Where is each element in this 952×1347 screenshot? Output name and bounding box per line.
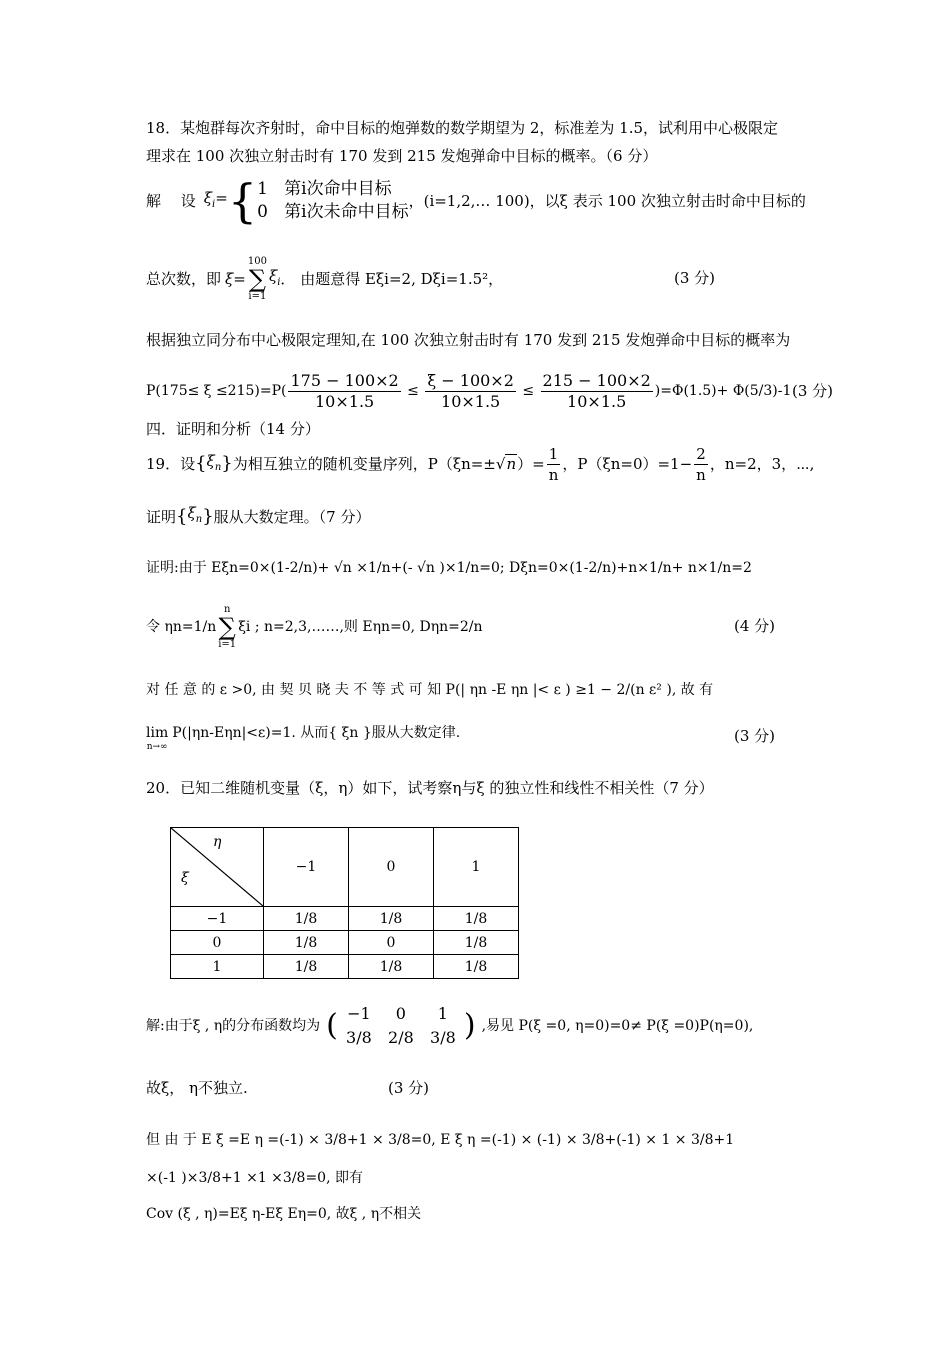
lim-subscript: n→∞	[146, 742, 168, 752]
q18-sol-prefix: 解 设	[146, 192, 196, 210]
q18-line2: 理求在 100 次独立射击时有 170 发到 215 发炮弹命中目标的概率。（6 分）	[146, 147, 658, 165]
q18-solution-cases: 解 设 $\xi_i=$ { 1 第i次命中目标 0 第i次未命中目标 ，(i=1,2,… 100)，以ξ 表示 100 次独立射击时命中目标的	[146, 174, 806, 228]
col-header: 1	[434, 828, 519, 907]
table-corner-cell	[171, 828, 264, 907]
q18-prob-line: P(175≤ ξ ≤215)=P( $\frac{175 - 100\times 2}{10\times 1.5}$ ≤ $\frac{\xi - 100\times 2}{10\times 1.5}$ ≤ $\frac{215 - 100\times 2}{10\times 1.5}$ )=Φ(1.5)+ Φ(5/3)-1	[146, 370, 792, 411]
summation-icon: 100 ∑ i=1	[247, 256, 267, 302]
q20-solution-line: 解:由于ξ , η的分布函数均为 ( −1 0 1 3/8 2/8 3/8 ) ,易见 P(ξ =0, η=0)=0≠ P(ξ =0)P(η=0),	[146, 998, 753, 1054]
corner-xi-label: ξ	[181, 870, 189, 886]
corner-eta-label: η	[213, 834, 222, 850]
q19-chebyshev-line: 对 任 意 的 ε >0, 由 契 贝 晓 夫 不 等 式 可 知 P(| ηn -E ηn |< ε ) ≥1 − 2/(n ε² ), 故 有	[146, 682, 714, 698]
table-cell: 1/8	[264, 907, 349, 931]
q19-score1: (4 分)	[734, 617, 776, 635]
table-cell: 1/8	[264, 955, 349, 979]
table-cell: 1/8	[264, 931, 349, 955]
indicator-cases: 1 第i次命中目标 0 第i次未命中目标	[257, 179, 409, 222]
q19-score2: (3 分)	[734, 727, 776, 745]
q18-total-line: 总次数，即 ξ= 100 ∑ i=1 $\xi_i$ ． 由题意得 Eξi=2, Dξi=1.5²，	[146, 256, 504, 302]
table-row	[171, 955, 519, 979]
summation-icon-2: n ∑ i=1	[218, 604, 237, 650]
q18-score1: (3 分)	[674, 269, 716, 287]
q18-clt-line: 根据独立同分布中心极限定理知,在 100 次独立射击时有 170 发到 215 发炮弹命中目标的概率为	[146, 331, 791, 349]
table-cell: 0	[349, 931, 434, 955]
q20-cov-line: Cov (ξ , η)=Eξ η-Eξ Eη=0, 故ξ , η不相关	[146, 1206, 422, 1222]
table-cell: 1/8	[434, 955, 519, 979]
left-brace-icon: {	[227, 174, 258, 228]
q19-line2: 证明 { $\xi_n$ } 服从大数定理。（7 分）	[146, 504, 371, 527]
row-label: 0	[171, 931, 264, 955]
case0-text: 第i次未命中目标	[284, 202, 409, 222]
q20-cont-line: ×(-1 )×3/8+1 ×1 ×3/8=0, 即有	[146, 1170, 363, 1186]
col-header: −1	[264, 828, 349, 907]
joint-distribution-table	[170, 827, 519, 979]
q20-not-independent: 故ξ， η不独立.	[146, 1079, 248, 1097]
lim-word: lim	[146, 725, 169, 741]
q20-line1: 20．已知二维随机变量（ξ，η）如下，试考察η与ξ 的独立性和线性不相关性（7 分）	[146, 779, 714, 797]
table-row	[171, 931, 519, 955]
case1-text: 第i次命中目标	[284, 179, 392, 199]
table-cell: 1/8	[434, 931, 519, 955]
q19-proof-line: 证明:由于 Eξn=0×(1-2/n)+ √n ×1/n+(- √n )×1/n=0; Dξn=0×(1-2/n)+n×1/n+ n×1/n=2	[146, 560, 752, 576]
table-row	[171, 907, 519, 931]
q18-score2: (3 分)	[792, 382, 834, 400]
q18-sol-suffix: ，(i=1,2,… 100)，以ξ 表示 100 次独立射击时命中目标的	[408, 192, 806, 210]
q20-but-line: 但 由 于 E ξ =E η =(-1) × 3/8+1 × 3/8=0, E ξ η =(-1) × (-1) × 3/8+(-1) × 1 × 3/8+1	[146, 1132, 735, 1148]
distribution-matrix: ( −1 0 1 3/8 2/8 3/8 )	[326, 1004, 476, 1047]
table-cell: 1/8	[434, 907, 519, 931]
q19-limit-line: lim n→∞ P(|ηn-Eηn|<ε)=1. 从而{ ξn }服从大数定律.	[146, 725, 461, 752]
row-label: 1	[171, 955, 264, 979]
q20-score1: (3 分)	[388, 1079, 430, 1097]
row-label: −1	[171, 907, 264, 931]
q19-eta-line: 令 ηn=1/n n ∑ i=1 ξi ; n=2,3,……,则 Eηn=0, Dηn=2/n	[146, 604, 483, 650]
table-cell: 1/8	[349, 907, 434, 931]
table-cell: 1/8	[349, 955, 434, 979]
section4-heading: 四．证明和分析（14 分）	[146, 420, 320, 438]
col-header: 0	[349, 828, 434, 907]
sqrt-icon: √n	[495, 455, 517, 473]
q18-line1: 18．某炮群每次齐射时，命中目标的炮弹数的数学期望为 2，标准差为 1.5，试利用中心极限定	[146, 119, 779, 137]
q19-line1: 19．设 { $\xi_n$ } 为相互独立的随机变量序列，P（ξn=± √n ）= $\frac{1}{n}$ ，P（ξn=0）=1− $\frac{2}{n}$ ，n=2，3，⋯,	[146, 444, 815, 484]
